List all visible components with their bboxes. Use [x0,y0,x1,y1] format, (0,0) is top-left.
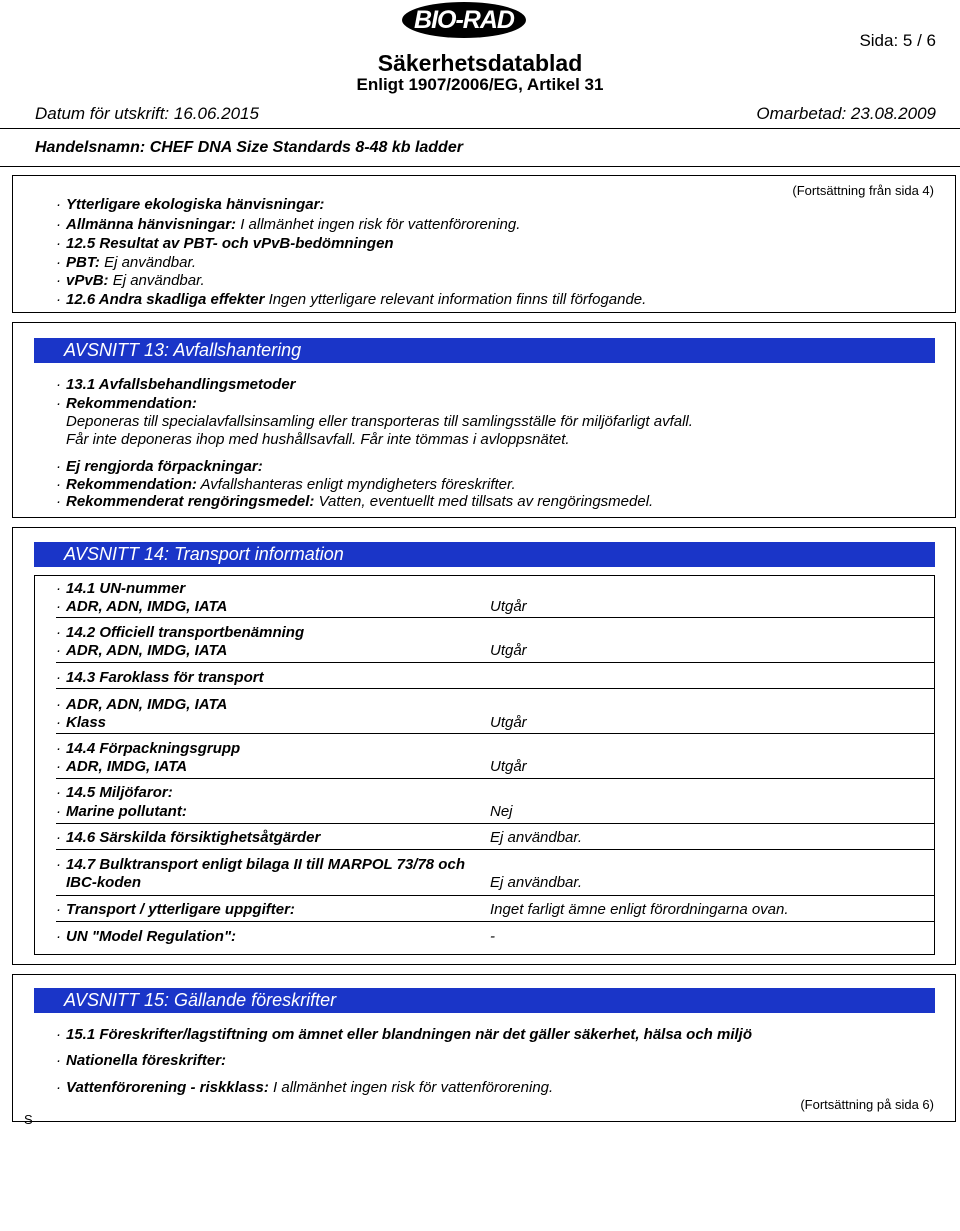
section15-line-2: · Nationella föreskrifter: [56,1052,227,1069]
transport-row-12: · 14.6 Särskilda försiktighetsåtgärder [56,829,321,846]
row-divider [56,778,935,779]
transport-row-13-value: Ej användbar. [490,874,583,891]
transport-row-11: · Marine pollutant: [56,803,187,820]
transport-row-4: · ADR, ADN, IMDG, IATA [56,642,228,659]
revised-date: Omarbetad: 23.08.2009 [756,104,936,123]
bio-rad-logo: BIO-RAD [402,2,526,38]
row-divider [56,733,935,734]
transport-row-9-value: Utgår [490,758,527,775]
page-number: Sida: 5 / 6 [859,31,936,50]
transport-row-13: · 14.7 Bulktransport enligt bilaga II till MARPOL 73/78 och [56,856,465,873]
transport-row-12-value: Ej användbar. [490,829,583,846]
section12-line-6: · 12.6 Andra skadliga effekter Ingen ytterligare relevant information finns till förfogande. [56,291,647,308]
section12-line-3: · 12.5 Resultat av PBT- och vPvB-bedömningen [56,235,394,252]
divider [0,128,960,129]
document-subtitle: Enligt 1907/2006/EG, Artikel 31 [356,75,604,94]
section13-line-3: Deponeras till specialavfallsinsamling eller transporteras till samlingsställe för miljöfarligt avfall. [66,413,693,430]
section15-line-3: · Vattenförorening - riskklass: I allmänhet ingen risk för vattenförorening. [56,1079,554,1096]
transport-row-2-value: Utgår [490,598,527,615]
section12-line-1: · Ytterligare ekologiska hänvisningar: [56,196,325,213]
transport-row-14-value: Inget farligt ämne enligt förordningarna ovan. [490,901,789,918]
row-divider [56,921,935,922]
transport-row-8: · 14.4 Förpackningsgrupp [56,740,241,757]
divider [0,166,960,167]
transport-row-4-value: Utgår [490,642,527,659]
transport-row-7-value: Utgår [490,714,527,731]
section-13-heading: AVSNITT 13: Avfallshantering [34,338,935,363]
transport-row-2: · ADR, ADN, IMDG, IATA [56,598,228,615]
section13-line-7: · Rekommenderat rengöringsmedel: Vatten, eventuellt med tillsats av rengöringsmedel. [56,493,654,510]
row-divider [56,688,935,689]
section-15-heading: AVSNITT 15: Gällande föreskrifter [34,988,935,1013]
continued-from: (Fortsättning från sida 4) [792,183,934,198]
section13-line-6: · Rekommendation: Avfallshanteras enligt myndigheters föreskrifter. [56,476,516,493]
row-divider [56,849,935,850]
section13-line-2: · Rekommendation: [56,395,197,412]
footer-mark: S [24,1112,33,1127]
section12-line-4: · PBT: Ej användbar. [56,254,197,271]
row-divider [56,662,935,663]
document-title: Säkerhetsdatablad [377,50,583,76]
transport-row-3: · 14.2 Officiell transportbenämning [56,624,305,641]
section-14-heading: AVSNITT 14: Transport information [34,542,935,567]
section13-line-1: · 13.1 Avfallsbehandlingsmetoder [56,376,296,393]
transport-row-5: · 14.3 Faroklass för transport [56,669,264,686]
continued-to: (Fortsättning på sida 6) [800,1097,934,1112]
transport-row-7: · Klass [56,714,107,731]
transport-row-9: · ADR, IMDG, IATA [56,758,188,775]
section12-line-2: · Allmänna hänvisningar: I allmänhet ingen risk för vattenförorening. [56,216,521,233]
transport-row-1: · 14.1 UN-nummer [56,580,186,597]
row-divider [56,895,935,896]
transport-row-6: · ADR, ADN, IMDG, IATA [56,696,228,713]
transport-row-11-value: Nej [490,803,513,820]
transport-row-10: · 14.5 Miljöfaror: [56,784,173,801]
transport-row-14: · Transport / ytterligare uppgifter: [56,901,295,918]
section15-line-1: · 15.1 Föreskrifter/lagstiftning om ämnet eller blandningen när det gäller säkerhet, hälsa och miljö [56,1026,753,1043]
transport-row-13b: IBC-koden [66,874,141,891]
section13-line-4: Får inte deponeras ihop med hushållsavfall. Får inte tömmas i avloppsnätet. [66,431,570,448]
print-date: Datum för utskrift: 16.06.2015 [35,104,259,123]
row-divider [56,617,935,618]
section12-line-5: · vPvB: Ej användbar. [56,272,205,289]
transport-row-15-value: - [490,928,495,945]
section13-line-5: · Ej rengjorda förpackningar: [56,458,263,475]
row-divider [56,823,935,824]
transport-row-15: · UN "Model Regulation": [56,928,237,945]
trade-name: Handelsnamn: CHEF DNA Size Standards 8-48 kb ladder [35,139,463,156]
